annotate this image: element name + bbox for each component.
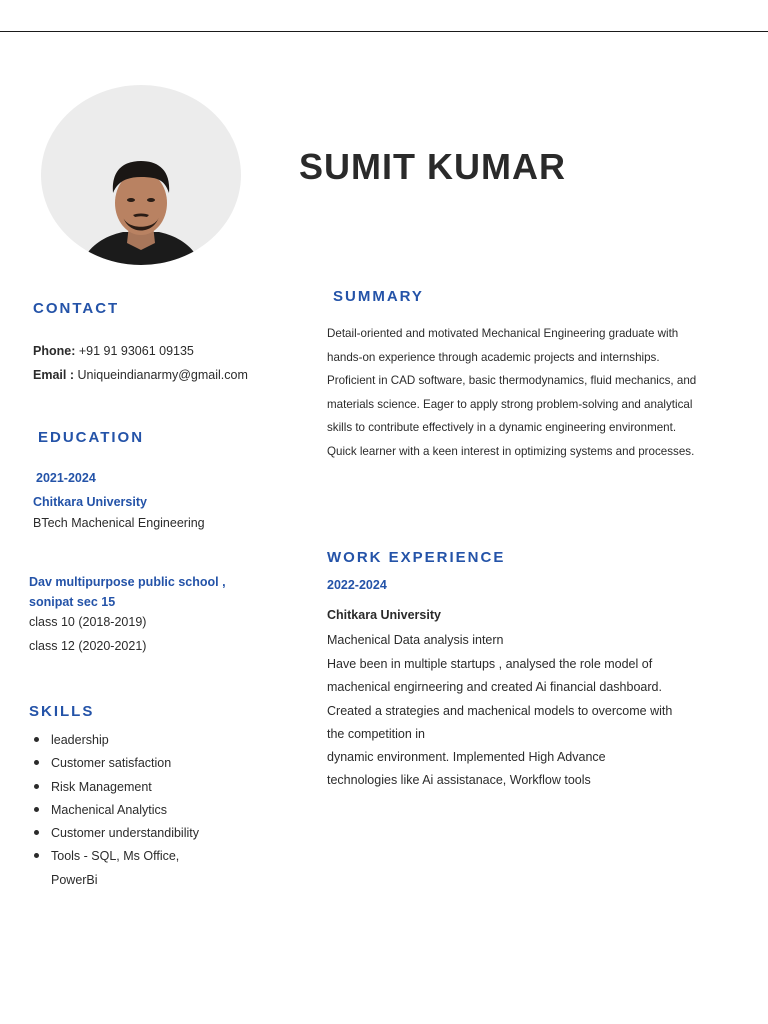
- candidate-name: SUMIT KUMAR: [299, 146, 566, 187]
- person-portrait-icon: [41, 85, 241, 265]
- summary-line: materials science. Eager to apply strong problem-solving and analytical: [327, 398, 693, 411]
- skill-label: Tools - SQL, Ms Office,: [51, 849, 180, 863]
- email-value: Uniqueindianarmy@gmail.com: [77, 368, 248, 382]
- skill-item: [34, 803, 167, 817]
- bullet-icon: [34, 807, 39, 812]
- phone-label: Phone:: [33, 344, 76, 358]
- phone-row: [33, 344, 194, 358]
- skill-item: [34, 826, 199, 840]
- skill-label: Risk Management: [51, 780, 152, 794]
- contact-heading: CONTACT: [33, 300, 120, 317]
- work-line: Have been in multiple startups , analysed the role model of: [327, 657, 653, 671]
- education-degree: BTech Machenical Engineering: [33, 516, 205, 530]
- profile-photo: [41, 85, 241, 265]
- bullet-icon: [34, 853, 39, 858]
- class-12-row: class 12 (2020-2021): [29, 639, 147, 653]
- skill-label: leadership: [51, 733, 109, 747]
- top-rule: [0, 31, 768, 32]
- bullet-icon: [34, 737, 39, 742]
- email-label: Email :: [33, 368, 74, 382]
- summary-line: Detail-oriented and motivated Mechanical Engineering graduate with: [327, 327, 679, 340]
- summary-line: Quick learner with a keen interest in optimizing systems and processes.: [327, 445, 695, 458]
- work-experience-heading: WORK EXPERIENCE: [327, 549, 506, 566]
- education-heading: EDUCATION: [38, 429, 145, 446]
- work-line: technologies like Ai assistanace, Workflow tools: [327, 773, 591, 787]
- summary-heading: SUMMARY: [333, 288, 424, 305]
- education-years: 2021-2024: [36, 471, 96, 485]
- work-line: the competition in: [327, 727, 425, 741]
- work-company: Chitkara University: [327, 608, 441, 622]
- skill-item: [34, 756, 171, 770]
- email-row: [33, 368, 248, 382]
- bullet-icon: [34, 760, 39, 765]
- skill-item: [34, 780, 152, 794]
- education-university: Chitkara University: [33, 495, 147, 509]
- phone-value: +91 91 93061 09135: [78, 344, 194, 358]
- summary-line: Proficient in CAD software, basic thermodynamics, fluid mechanics, and: [327, 374, 697, 387]
- summary-line: hands-on experience through academic projects and internships.: [327, 351, 660, 364]
- work-line: Created a strategies and machenical models to overcome with: [327, 704, 673, 718]
- bullet-icon: [34, 830, 39, 835]
- skill-continuation: PowerBi: [51, 873, 98, 887]
- skill-item: [34, 733, 109, 747]
- skill-label: Customer understandibility: [51, 826, 199, 840]
- school-name-line2: sonipat sec 15: [29, 595, 116, 609]
- school-name-line1: Dav multipurpose public school ,: [29, 575, 226, 589]
- skills-heading: SKILLS: [29, 703, 95, 720]
- work-years: 2022-2024: [327, 578, 387, 592]
- work-line: machenical engirneering and created Ai financial dashboard.: [327, 680, 662, 694]
- class-10-row: class 10 (2018-2019): [29, 615, 147, 629]
- skill-label: Customer satisfaction: [51, 756, 172, 770]
- skill-label: Machenical Analytics: [51, 803, 168, 817]
- work-line: Machenical Data analysis intern: [327, 633, 504, 647]
- skill-item: [34, 849, 179, 863]
- summary-line: skills to contribute effectively in a dynamic engineering environment.: [327, 421, 677, 434]
- work-line: dynamic environment. Implemented High Advance: [327, 750, 606, 764]
- bullet-icon: [34, 784, 39, 789]
